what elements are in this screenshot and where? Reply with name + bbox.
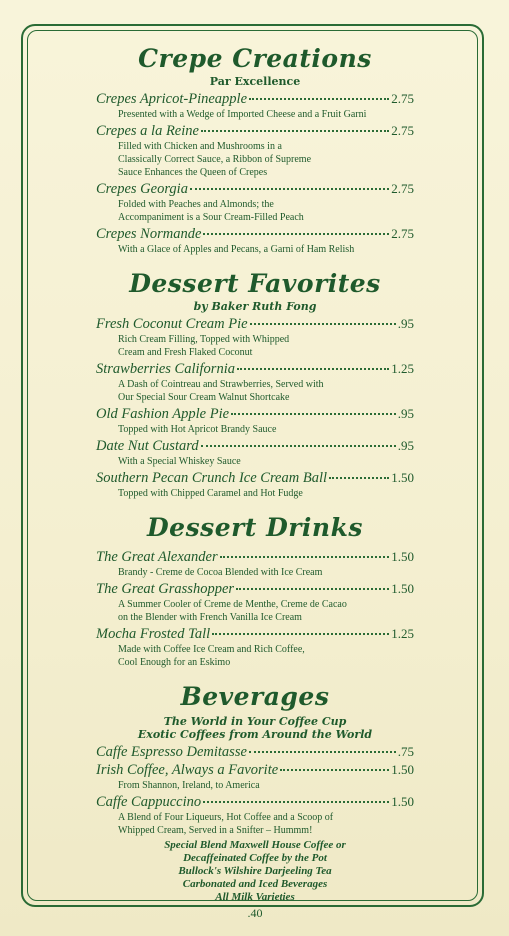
leader-dots (203, 801, 389, 803)
item-description: Presented with a Wedge of Imported Cheese and a Fruit Garni (118, 109, 367, 120)
item-price: 1.50 (391, 470, 414, 485)
menu-item (96, 122, 414, 178)
item-price: 2.75 (391, 226, 414, 241)
menu-item (96, 625, 414, 668)
section-subtitle: Exotic Coffees from Around the World (137, 728, 373, 741)
item-price: 2.75 (391, 123, 414, 138)
item-name: Caffe Cappuccino (96, 794, 202, 810)
beverage-extra-line: Carbonated and Iced Beverages (182, 878, 328, 890)
item-price: .95 (397, 316, 414, 331)
menu-item (96, 90, 414, 120)
item-name: The Great Grasshopper (96, 581, 235, 597)
item-description: Folded with Peaches and Almonds; the (118, 199, 274, 210)
section-title: Beverages (180, 682, 330, 711)
leader-dots (190, 188, 389, 190)
item-description: Whipped Cream, Served in a Snifter – Hummm! (118, 825, 313, 836)
item-description: Cream and Fresh Flaked Coconut (118, 347, 253, 358)
item-description: From Shannon, Ireland, to America (118, 780, 260, 791)
menu-item (96, 360, 414, 403)
item-price: 2.75 (391, 181, 414, 196)
item-price: 1.50 (391, 762, 414, 777)
item-description: A Blend of Four Liqueurs, Hot Coffee and a Scoop of (118, 812, 334, 823)
menu-item (96, 405, 414, 435)
section-beverages (96, 682, 414, 921)
menu-item (96, 761, 414, 791)
item-description: Topped with Chipped Caramel and Hot Fudge (118, 488, 303, 499)
item-description: Topped with Hot Apricot Brandy Sauce (118, 424, 277, 435)
menu-item (96, 315, 414, 358)
item-description: Cool Enough for an Eskimo (118, 657, 231, 668)
menu-item (96, 743, 414, 761)
leader-dots (249, 751, 396, 753)
leader-dots (236, 588, 389, 590)
page-number: .40 (247, 906, 263, 920)
item-name: Fresh Coconut Cream Pie (96, 316, 248, 332)
item-price: 2.75 (391, 91, 414, 106)
item-price: .75 (397, 744, 414, 759)
menu-item (96, 793, 414, 836)
item-name: Crepes a la Reine (96, 123, 199, 139)
item-name: Crepes Normande (96, 226, 202, 242)
section-title: Dessert Favorites (129, 269, 381, 298)
item-description: on the Blender with French Vanilla Ice Cream (118, 612, 302, 623)
leader-dots (231, 413, 396, 415)
item-price: .95 (397, 438, 414, 453)
leader-dots (280, 769, 389, 771)
item-name: Old Fashion Apple Pie (96, 406, 230, 422)
leader-dots (201, 445, 396, 447)
beverage-extra-line: Decaffeinated Coffee by the Pot (183, 852, 327, 864)
beverage-extra-line: Special Blend Maxwell House Coffee or (164, 839, 346, 851)
section-subtitle: by Baker Ruth Fong (193, 300, 317, 313)
item-name: Crepes Georgia (96, 181, 188, 197)
item-name: Irish Coffee, Always a Favorite (96, 762, 279, 778)
beverage-extras (96, 839, 414, 904)
item-description: With a Special Whiskey Sauce (118, 456, 241, 467)
item-price: .95 (397, 406, 414, 421)
menu-item (96, 548, 414, 578)
item-price: 1.50 (391, 549, 414, 564)
leader-dots (212, 633, 389, 635)
item-description: Rich Cream Filling, Topped with Whipped (118, 334, 290, 345)
section-subtitle: Par Excellence (209, 75, 301, 88)
section-dessert-drinks (96, 513, 414, 668)
item-description: Classically Correct Sauce, a Ribbon of Supreme (118, 154, 312, 165)
item-description: With a Glace of Apples and Pecans, a Garni of Ham Relish (118, 244, 355, 255)
item-description: Our Special Sour Cream Walnut Shortcake (118, 392, 290, 403)
item-description: Made with Coffee Ice Cream and Rich Coffee, (118, 644, 305, 655)
menu-item (96, 469, 414, 499)
section-title: Crepe Creations (138, 44, 372, 73)
item-name: Date Nut Custard (96, 438, 199, 454)
section-title: Dessert Drinks (147, 513, 363, 542)
leader-dots (249, 98, 389, 100)
beverage-extra-line: All Milk Varieties (215, 891, 295, 903)
leader-dots (201, 130, 389, 132)
leader-dots (203, 233, 389, 235)
item-name: Caffe Espresso Demitasse (96, 744, 247, 760)
item-description: A Dash of Cointreau and Strawberries, Served with (118, 379, 324, 390)
item-description: Accompaniment is a Sour Cream-Filled Peach (118, 212, 304, 223)
section-subtitle: The World in Your Coffee Cup (163, 715, 347, 728)
item-description: Brandy - Creme de Cocoa Blended with Ice Cream (118, 567, 323, 578)
item-name: Strawberries California (96, 361, 235, 377)
section-crepe-creations (96, 44, 414, 255)
beverage-extra-line: Bullock's Wilshire Darjeeling Tea (178, 865, 332, 877)
menu-item (96, 180, 414, 223)
menu-content (96, 40, 414, 921)
item-name: Crepes Apricot-Pineapple (96, 91, 248, 107)
item-price: 1.50 (391, 581, 414, 596)
item-price: 1.25 (391, 361, 414, 376)
section-dessert-favorites (96, 269, 414, 499)
item-name: Mocha Frosted Tall (96, 626, 211, 642)
item-description: Filled with Chicken and Mushrooms in a (118, 141, 282, 152)
item-description: Sauce Enhances the Queen of Crepes (118, 167, 268, 178)
leader-dots (329, 477, 389, 479)
item-name: Southern Pecan Crunch Ice Cream Ball (96, 470, 328, 486)
menu-item (96, 225, 414, 255)
menu-item (96, 580, 414, 623)
leader-dots (237, 368, 389, 370)
menu-item (96, 437, 414, 467)
leader-dots (220, 556, 390, 558)
leader-dots (250, 323, 396, 325)
item-description: A Summer Cooler of Creme de Menthe, Creme de Cacao (118, 599, 347, 610)
item-name: The Great Alexander (96, 549, 218, 565)
item-price: 1.50 (391, 794, 414, 809)
item-price: 1.25 (391, 626, 414, 641)
